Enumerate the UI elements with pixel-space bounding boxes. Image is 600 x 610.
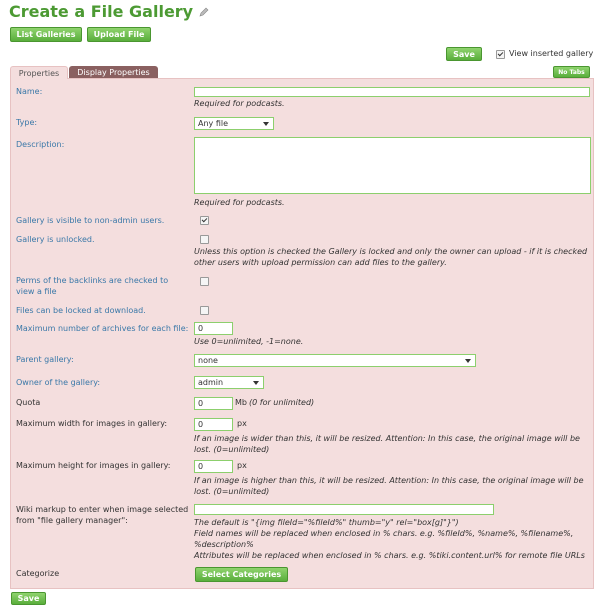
save-button-bottom[interactable]: Save [11, 592, 46, 605]
name-label: Name: [16, 87, 43, 96]
description-textarea[interactable] [194, 137, 591, 194]
max-height-input[interactable]: 0 [194, 460, 233, 473]
categorize-label: Categorize [16, 569, 60, 578]
max-height-label: Maximum height for images in gallery: [16, 461, 171, 470]
name-note: Required for podcasts. [194, 99, 285, 108]
description-note: Required for podcasts. [194, 198, 285, 207]
wiki-markup-note-line2: Field names will be replaced when enclosed in % chars. e.g. %fileId%, %name%, %filename%, [194, 529, 574, 538]
wiki-markup-note-line3: %description% [194, 540, 254, 549]
unlocked-note-line2: other users with upload permission can add files to the gallery. [194, 258, 447, 267]
tab-properties[interactable]: Properties [10, 66, 68, 79]
page-title-text: Create a File Gallery [9, 2, 194, 21]
type-select[interactable]: Any file [194, 117, 274, 130]
wiki-markup-label-line1: Wiki markup to enter when image selected [16, 505, 189, 514]
perms-checkbox[interactable] [200, 277, 209, 286]
list-galleries-button[interactable]: List Galleries [10, 27, 82, 42]
quota-label: Quota [16, 398, 41, 407]
owner-label: Owner of the gallery: [16, 378, 101, 387]
max-width-input[interactable]: 0 [194, 418, 233, 431]
wiki-markup-note-line4: Attributes will be replaced when enclosed in % chars. e.g. %tiki.content.url% for remote file URLs [194, 551, 585, 560]
view-inserted-gallery-label: View inserted gallery [509, 49, 594, 58]
max-height-unit: px [237, 461, 247, 470]
edit-pencil-icon[interactable] [199, 7, 209, 17]
upload-file-button[interactable]: Upload File [87, 27, 151, 42]
visible-checkbox[interactable] [200, 216, 209, 225]
wiki-markup-input[interactable] [194, 504, 494, 515]
perms-label-line1: Perms of the backlinks are checked to [16, 276, 169, 285]
owner-select[interactable]: admin [194, 376, 264, 389]
parent-gallery-select[interactable]: none [194, 354, 476, 367]
unlocked-note-line1: Unless this option is checked the Gallery is locked and only the owner can upload - if it is checked [194, 247, 588, 256]
name-input[interactable] [194, 87, 590, 97]
archives-note: Use 0=unlimited, -1=none. [194, 337, 304, 346]
lockable-checkbox[interactable] [200, 306, 209, 315]
max-width-note-line1: If an image is wider than this, it will be resized. Attention: In this case, the original image will be [194, 434, 580, 443]
type-label: Type: [16, 118, 38, 127]
wiki-markup-note-line1: The default is "{img fileId="%fileId%" thumb="y" rel="box[g]"}") [194, 518, 459, 527]
perms-label-line2: view a file [16, 287, 57, 296]
archives-input[interactable]: 0 [194, 322, 233, 335]
lockable-label: Files can be locked at download. [16, 306, 146, 315]
max-width-note-line2: lost. (0=unlimited) [194, 445, 270, 454]
page-title [9, 2, 209, 21]
unlocked-label: Gallery is unlocked. [16, 235, 95, 244]
quota-input[interactable]: 0 [194, 397, 233, 410]
description-label: Description: [16, 140, 65, 149]
select-categories-button[interactable]: Select Categories [195, 567, 288, 582]
max-width-unit: px [237, 419, 247, 428]
max-height-note-line1: If an image is higher than this, it will be resized. Attention: In this case, the original image will be [194, 476, 584, 485]
tab-display-properties[interactable]: Display Properties [69, 66, 158, 78]
view-inserted-gallery-checkbox[interactable] [496, 50, 505, 59]
max-height-note-line2: lost. (0=unlimited) [194, 487, 270, 496]
quota-unit: Mb [235, 398, 247, 407]
save-button-top[interactable]: Save [446, 47, 482, 61]
parent-gallery-label: Parent gallery: [16, 355, 74, 364]
no-tabs-button[interactable]: No Tabs [553, 66, 590, 78]
max-width-label: Maximum width for images in gallery: [16, 419, 168, 428]
archives-label: Maximum number of archives for each file: [16, 324, 189, 333]
visible-label: Gallery is visible to non-admin users. [16, 216, 165, 225]
quota-note: (0 for unlimited) [249, 398, 315, 407]
unlocked-checkbox[interactable] [200, 235, 209, 244]
wiki-markup-label-line2: from "file gallery manager": [16, 516, 128, 525]
